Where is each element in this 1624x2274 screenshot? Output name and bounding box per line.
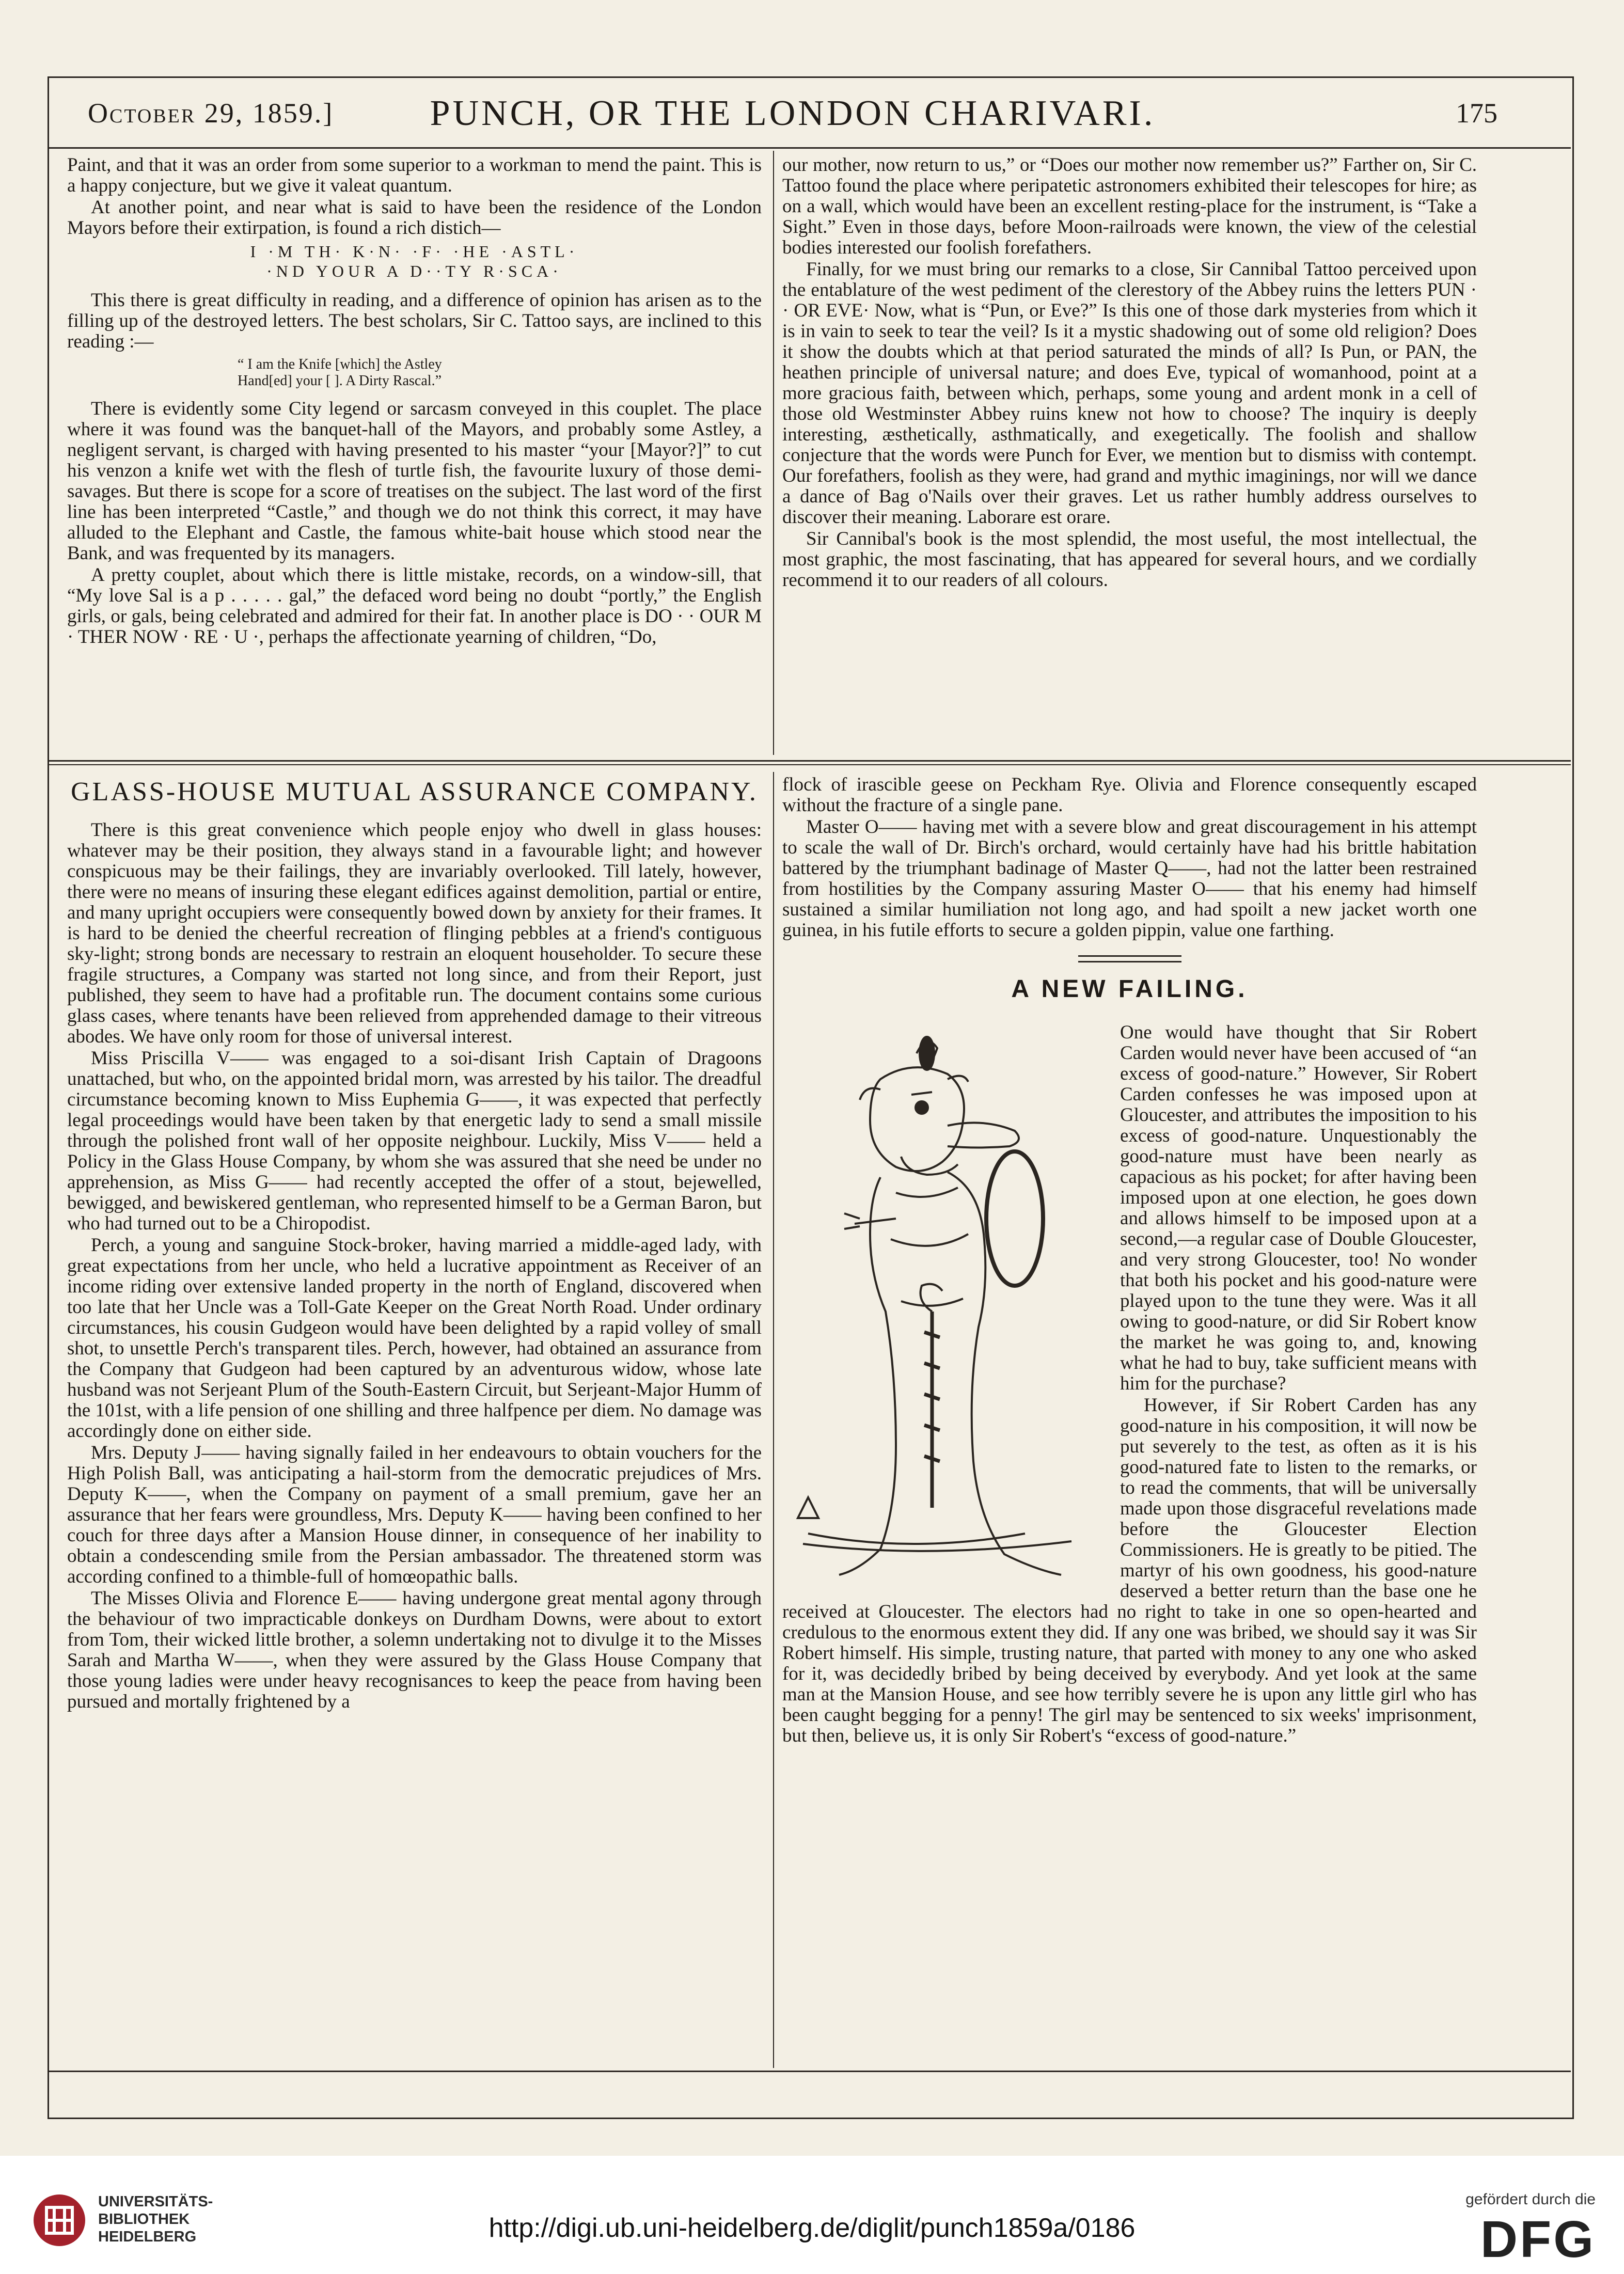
paragraph: flock of irascible geese on Peckham Rye. Olivia and Florence consequently escaped without the fracture of a single pane. [782, 774, 1477, 816]
funding-note: gefördert durch die [1465, 2191, 1596, 2208]
bottom-rule [48, 2071, 1571, 2072]
paragraph: At another point, and near what is said to have been the residence of the London Mayors before their extirpation, is found a rich distich— [67, 197, 762, 239]
paragraph: Perch, a young and sanguine Stock-broker, having married a middle-aged lady, with great expectations from her uncle, who held a lucrative appointment as Receiver of an income riding over extensive landed property in the north of England, discovered when too late that her Uncle was a Toll-Gate Keeper on the Great North Road. Under ordinary circumstances, his cousin Gudgeon would have been delighted by a rapid volley of small shot, to unsettle Perch's transparent tiles. Perch, however, had obtained an assurance from the Company that Gudgeon had been captured by an adventurous widow, whose late husband was not Serjeant Plum of the South-Eastern Circuit, but Serjeant-Major Humm of the 101st, with a life pension of one shilling and three halfpence per diem. No damage was accordingly done on either side. [67, 1235, 762, 1442]
paragraph: Master O—— having met with a severe blow and great discouragement in his attempt to scale the wall of Dr. Birch's orchard, would certainly have had his brittle habitation battered by the triumphant badinage of Master Q——, had not the latter been restrained from hostilities by the Company assuring Master O—— that his enemy had himself sustained a similar humiliation not long ago, and had spoilt a new jacket worth one guinea, in his futile efforts to secure a golden pippin, value one farthing. [782, 816, 1477, 941]
column-rule [773, 151, 774, 755]
top-left-column [67, 155, 762, 649]
top-right-column [782, 155, 1477, 592]
bottom-left-column [67, 775, 762, 1713]
source-url-link[interactable]: http://digi.ub.uni-heidelberg.de/diglit/punch1859a/0186 [488, 2213, 1136, 2243]
inscription [67, 242, 762, 281]
paragraph: There is this great convenience which people enjoy who dwell in glass houses: whatever may be their position, they always stand in a favourable light; and however conspicuous may be their failings, they are invariably overlooked. Till lately, however, there were no means of insuring these elegant edifices against demolition, partial or entire, and many upright occupiers were consequently bowed down by anxiety for their frames. It is hard to be denied the cheerful recreation of flinging pebbles at a friend's contiguous sky-light; strong bonds are necessary to restrain an eloquent householder. To secure these fragile structures, a Company was started not long since, and from their Report, just published, they seem to have had a profitable run. The document contains some curious glass cases, where tenants have been relieved from apprehended damage to their vitreous abodes. We have only room for those of universal interest. [67, 819, 762, 1047]
quote-line: Hand[ed] your [ ]. A Dirty Rascal.” [238, 373, 442, 389]
inscription-line: I ·M TH· K·N· ·F· ·HE ·ASTL· [250, 242, 579, 261]
column-rule [773, 772, 774, 2068]
header-title: PUNCH, OR THE LONDON CHARIVARI. [430, 93, 1156, 133]
library-name-line: UNIVERSITÄTS- [98, 2193, 213, 2210]
paragraph: One would have thought that Sir Robert Carden would never have been accused of “an excess of good-nature.” However, Sir Robert Carden confesses he was imposed upon at Gloucester, and attributes the imposition to his excess of good-nature. Unquestionably the good-nature must have been nearly as capacious as his pocket; for after having been imposed upon at one election, he goes down and allows himself to be imposed upon at a second,—a regular case of Double Gloucester, and very strong Gloucester, too! No wonder that both his pocket and his good-nature were played upon to the tune they were. Was it all owing to good-nature, or did Sir Robert know the market he was going to, and, knowing what he had to buy, take sufficient means with him for the purchase? [1120, 1022, 1477, 1394]
paragraph: Paint, and that it was an order from some superior to a workman to mend the paint. This is a happy conjecture, but we give it valeat quantum. [67, 154, 762, 196]
running-header [88, 93, 1497, 139]
digitization-footer [0, 2156, 1624, 2274]
double-rule [1078, 955, 1181, 962]
article-title: A NEW FAILING. [1011, 975, 1248, 1003]
dfg-logo: DFG [1480, 2210, 1596, 2268]
section-rule [48, 764, 1571, 765]
paragraph: However, if Sir Robert Carden has any good-nature in his composition, it will now be put severely to the test, as often as it is his good-natured fate to listen to the remarks, or to read the comments, that will be universally made upon those disgraceful revelations made before the Gloucester Election Commissioners. He is greatly to be pitied. The martyr of his own goodness, his good-nature deserved a better return than the base one he received at Gloucester. The electors had no right to take in one so open-hearted and credulous to the enormous extent they did. If any one was bribed, we should say it was Sir Robert himself. His simple, trusting nature, that parted with money to any one who asked for it, was decidedly bribed by being deceived by everybody. And yet look at the same man at the Mansion House, and see how terribly severe he is upon any little girl who has been caught begging for a penny! The girl may be sentenced to six weeks' imprisonment, but then, believe us, it is only Sir Robert's “excess of good-nature.” [782, 1395, 1477, 1746]
quoted-reading [238, 356, 762, 389]
header-date: October 29, 1859.] [88, 98, 334, 129]
library-name-line: BIBLIOTHEK [98, 2211, 190, 2228]
paragraph: There is evidently some City legend or sarcasm conveyed in this couplet. The place where it was found was the banquet-hall of the Mayors, and probably some Astley, a negligent servant, is charged with having presented to his master “your [Mayor?]” to cut his venzon a knife wet with the flesh of turtle fish, the favourite luxury of those demi-savages. But there is scope for a score of treatises on the subject. The last word of the first line has been interpreted “Castle,” and though we do not think this correct, it may have alluded to the Elephant and Castle, the famous white-bait house which stood near the Bank, and was frequented by its managers. [67, 398, 762, 564]
paragraph: our mother, now return to us,” or “Does our mother now remember us?” Farther on, Sir C. Tattoo found the place where peripatetic astronomers exhibited their telescopes for hire; as on a wall, which would have been an excellent resting-place for the instrument, is “Take a Sight.” Even in those days, before Moon-railroads were known, the view of the celestial bodies interested our foolish forefathers. [782, 154, 1477, 258]
section-rule [48, 760, 1571, 762]
paragraph: Finally, for we must bring our remarks to a close, Sir Cannibal Tattoo perceived upon the entablature of the west pediment of the clerestory of the Abbey ruins the letters PUN · · OR EVE· Now, what is “Pun, or Eve?” Is this one of those dark mysteries from which it is in vain to seek to tear the veil? Is it a mystic shadowing out of some old religion? Does it show the doubts which at that period saturated the minds of all? Is Pun, or PAN, the heathen principle of universal nature; and does Eve, typical of womanhood, point at a more gracious faith, between which, perhaps, some young and ardent monk in a cell of those old Westminster Abbey ruins knew not how to choose? The inquiry is deeply interesting, æsthetically, asthmatically, and exegetically. The foolish and shallow conjecture that the words were Punch for Ever, we mention but to dismiss with contempt. Our forefathers, foolish as they were, had grand and mythic imaginings, nor will we dance a dance of Bag o'Nails over their graves. Let us rather humbly address ourselves to discover their meaning. Laborare est orare. [782, 259, 1477, 528]
caricature-illustration [777, 1022, 1108, 1585]
inscription-line: ·ND YOUR A D··TY R·SCA· [266, 262, 562, 280]
page-number: 175 [1456, 98, 1497, 129]
library-name-line: HEIDELBERG [98, 2229, 197, 2245]
paragraph: The Misses Olivia and Florence E—— having undergone great mental agony through the behaviour of two impracticable donkeys on Durdham Downs, were about to extort from Tom, their wicked little brother, a solemn undertaking not to divulge it to the Misses Sarah and Martha W——, when they were assured by the Glass House Company that those young ladies were under heavy recognisances to keep the peace from having been pursued and mortally frightened by a [67, 1588, 762, 1712]
paragraph: Miss Priscilla V—— was engaged to a soi-disant Irish Captain of Dragoons unattached, but who, on the appointed bridal morn, was arrested by his tailor. The dreadful circumstance becoming known to Miss Euphemia G——, it was expected that perfectly legal proceedings would have been taken by that energetic lady to send a small missile through the polished front wall of her opposite neighbour. Luckily, Miss V—— held a Policy in the Glass House Company, by whom she was assured that she need be under no apprehension, as Miss G—— had recently accepted the offer of a stout, bejewelled, bewigged, and bewiskered gentleman, who represented himself to be a German Baron, but who had turned out to be a Chiropodist. [67, 1048, 762, 1234]
paragraph: This there is great difficulty in reading, and a difference of opinion has arisen as to the filling up of the destroyed letters. The best scholars, Sir C. Tattoo says, are inclined to this reading :— [67, 290, 762, 352]
header-rule [48, 147, 1571, 149]
article-title: GLASS-HOUSE MUTUAL ASSURANCE COMPANY. [71, 777, 758, 807]
paragraph: A pretty couplet, about which there is little mistake, records, on a window-sill, that “My love Sal is a p . . . . . gal,” the defaced word being no doubt “portly,” the English girls, or gals, being celebrated and admired for their fat. In another place is DO · · OUR M · THER NOW · RE · U ·, perhaps the affectionate yearning of children, “Do, [67, 564, 762, 648]
paragraph: Sir Cannibal's book is the most splendid, the most useful, the most intellectual, the most graphic, the most fascinating, that has appeared for several hours, and we cordially recommend it to our readers of all colours. [782, 528, 1477, 591]
quote-line: “ I am the Knife [which] the Astley [238, 356, 442, 372]
bottom-right-column [782, 775, 1477, 1747]
paragraph: Mrs. Deputy J—— having signally failed in her endeavours to obtain vouchers for the High Polish Ball, was anticipating a hail-storm from the democratic prejudices of Mrs. Deputy K——, when the Company on payment of a small premium, gave her an assurance that her fears were groundless, Mrs. Deputy K—— having been confined to her couch for three days after a Mansion House dinner, in consequence of her inability to obtain a condescending smile from the Persian ambassador. The threatened storm was according confined to a thimble-full of homœopathic balls. [67, 1442, 762, 1587]
